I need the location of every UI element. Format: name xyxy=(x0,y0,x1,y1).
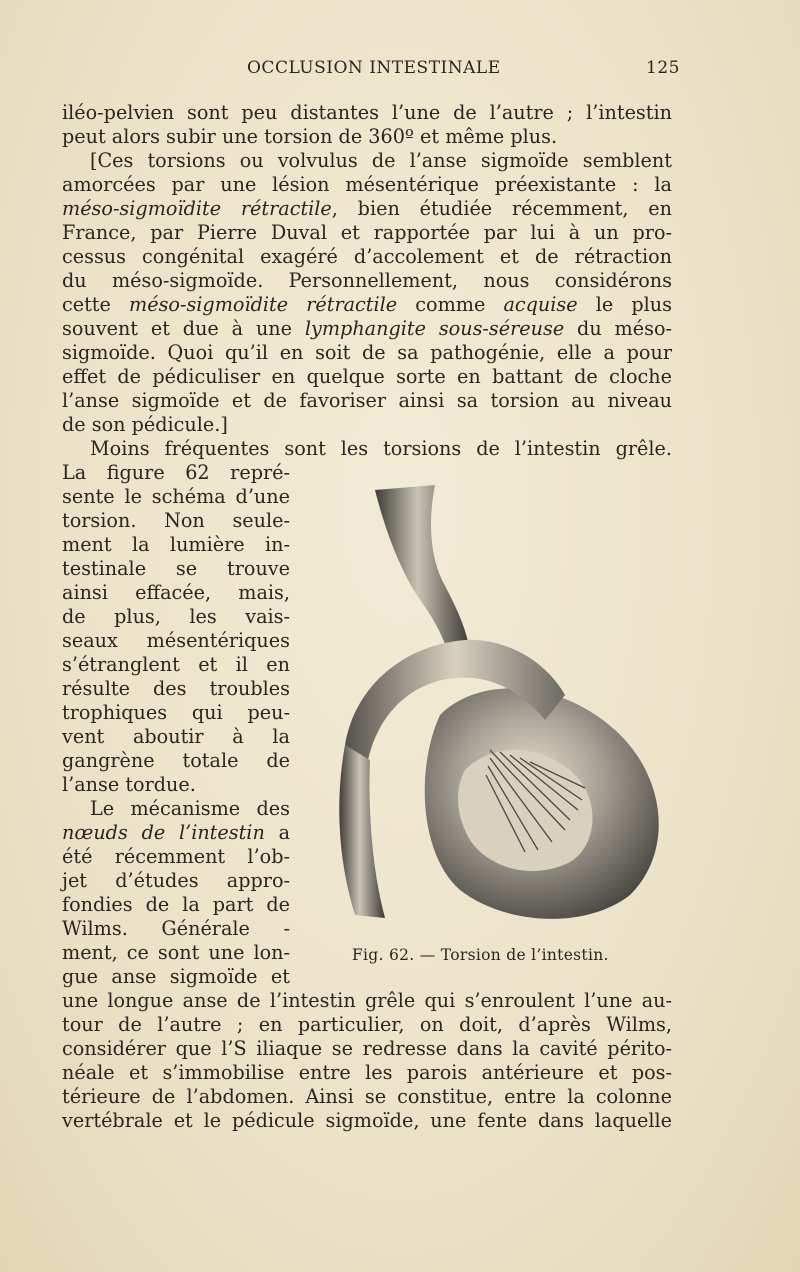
text-line: ment la lumière in- xyxy=(62,533,290,556)
text-line: testinale se trouve xyxy=(62,557,290,580)
text-line: vent aboutir à la xyxy=(62,725,290,748)
intestine-torsion-illustration xyxy=(330,470,675,930)
figure-caption: Fig. 62. — Torsion de l’intestin. xyxy=(352,946,609,964)
text-line: térieure de l’abdomen. Ainsi se constitue, entre la colonne xyxy=(62,1085,672,1108)
text-line: peut alors subir une torsion de 360º et même plus. xyxy=(62,125,558,148)
text-line: seaux mésentériques xyxy=(62,629,290,652)
text-line: jet d’études appro- xyxy=(62,869,290,892)
page-number: 125 xyxy=(646,58,680,78)
text-line: [Ces torsions ou volvulus de l’anse sigmoïde semblent xyxy=(90,149,672,172)
text-line: fondies de la part de xyxy=(62,893,290,916)
text-line: du méso-sigmoïde. Personnellement, nous considérons xyxy=(62,269,672,292)
text-line: souvent et due à une lymphangite sous-séreuse du méso- xyxy=(62,317,672,340)
text-line: ainsi effacée, mais, xyxy=(62,581,290,604)
intestine-upper-tube xyxy=(375,485,470,660)
text-line: Wilms. Générale - xyxy=(62,917,290,940)
text-line: une longue anse de l’intestin grêle qui s’enroulent l’une au- xyxy=(62,989,672,1012)
text-line: sigmoïde. Quoi qu’il en soit de sa pathogénie, elle a pour xyxy=(62,341,672,364)
text-line: iléo-pelvien sont peu distantes l’une de l’autre ; l’intestin xyxy=(62,101,672,124)
text-line: Le mécanisme des xyxy=(90,797,290,820)
text-line: gue anse sigmoïde et xyxy=(62,965,290,988)
text-line: de plus, les vais- xyxy=(62,605,290,628)
text-line: torsion. Non seule- xyxy=(62,509,290,532)
text-line: gangrène totale de xyxy=(62,749,290,772)
intestine-lower-tube xyxy=(339,745,385,918)
text-line: l’anse sigmoïde et de favoriser ainsi sa torsion au niveau xyxy=(62,389,672,412)
text-line: l’anse tordue. xyxy=(62,773,196,796)
running-title: OCCLUSION INTESTINALE xyxy=(247,58,501,78)
text-line: été récemment l’ob- xyxy=(62,845,290,868)
text-line: Moins fréquentes sont les torsions de l’intestin grêle. xyxy=(90,437,672,460)
text-line: s’étranglent et il en xyxy=(62,653,290,676)
text-line: amorcées par une lésion mésentérique préexistante : la xyxy=(62,173,672,196)
text-line: cette méso-sigmoïdite rétractile comme acquise le plus xyxy=(62,293,672,316)
text-line: sente le schéma d’une xyxy=(62,485,290,508)
text-line: ment, ce sont une lon- xyxy=(62,941,290,964)
text-line: nœuds de l’intestin a xyxy=(62,821,291,844)
text-line: cessus congénital exagéré d’accolement et de rétraction xyxy=(62,245,672,268)
text-line: La figure 62 repré- xyxy=(62,461,290,484)
text-line: méso-sigmoïdite rétractile, bien étudiée récemment, en xyxy=(62,197,672,220)
text-line: trophiques qui peu- xyxy=(62,701,290,724)
text-line: résulte des troubles xyxy=(62,677,290,700)
text-line: néale et s’immobilise entre les parois antérieure et pos- xyxy=(62,1061,672,1084)
text-line: France, par Pierre Duval et rapportée par lui à un pro- xyxy=(62,221,672,244)
text-line: tour de l’autre ; en particulier, on doit, d’après Wilms, xyxy=(62,1013,672,1036)
text-line: considérer que l’S iliaque se redresse dans la cavité périto- xyxy=(62,1037,672,1060)
text-line: de son pédicule.] xyxy=(62,413,228,436)
text-line: effet de pédiculiser en quelque sorte en battant de cloche xyxy=(62,365,672,388)
text-line: vertébrale et le pédicule sigmoïde, une fente dans laquelle xyxy=(62,1109,672,1132)
